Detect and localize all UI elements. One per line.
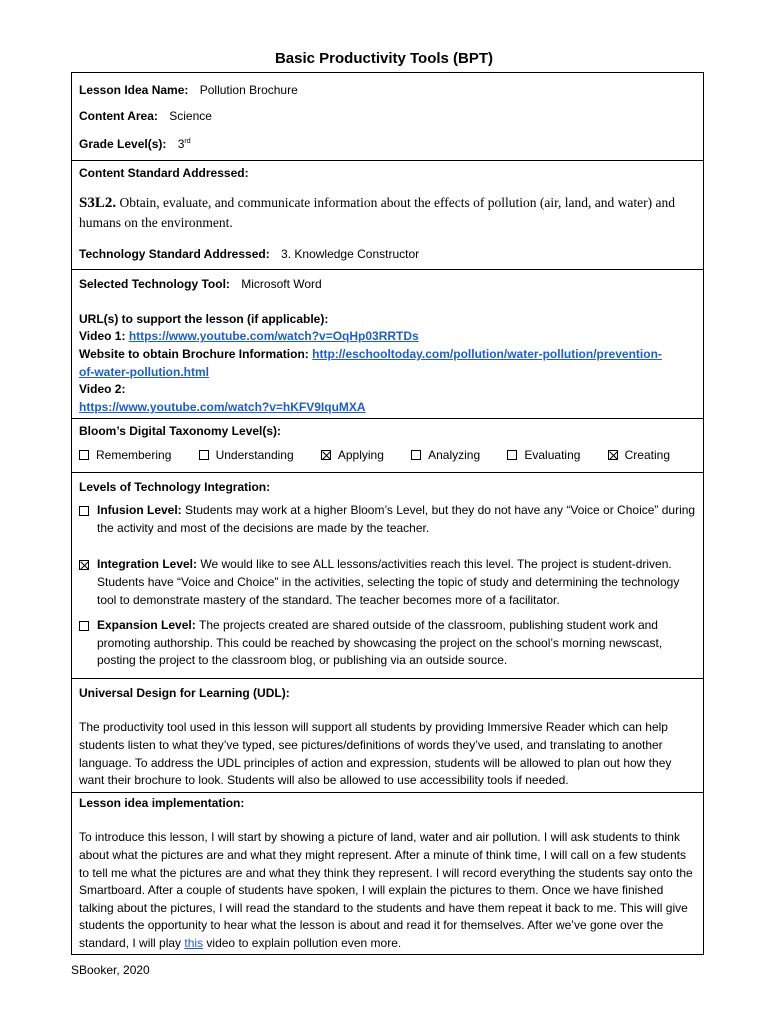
checked-checkbox-icon[interactable] <box>79 560 89 570</box>
blooms-option-understanding[interactable] <box>199 447 294 465</box>
implementation-video-link[interactable]: this <box>184 936 204 950</box>
video2-row <box>79 399 696 417</box>
implementation-heading: Lesson idea implementation: <box>79 795 245 810</box>
content-area-value: Science <box>169 109 212 123</box>
blooms-label: Analyzing <box>428 447 481 462</box>
blooms-options <box>79 447 696 465</box>
implementation-text <box>79 829 696 952</box>
technology-standard-value: 3. Knowledge Constructor <box>281 246 420 261</box>
website-row-continued <box>79 364 696 382</box>
checkbox-icon[interactable] <box>507 450 517 460</box>
implementation-section <box>72 792 703 954</box>
content-area-row <box>79 103 696 129</box>
standard-code: S3L2. <box>79 194 117 211</box>
infusion-level <box>79 502 696 537</box>
website-link-part1[interactable]: http://eschooltoday.com/pollution/water-pollution/prevention- <box>312 346 662 361</box>
integration-level-label: Integration Level: <box>97 557 198 572</box>
blooms-option-evaluating[interactable] <box>507 447 580 465</box>
standard-description: Obtain, evaluate, and communicate information about the effects of pollution (air, land, and water) and humans on the environment. <box>79 194 676 230</box>
infusion-level-label: Infusion Level: <box>97 503 182 518</box>
blooms-label: Remembering <box>96 447 172 462</box>
blooms-option-analyzing[interactable] <box>411 447 480 465</box>
video2-link[interactable]: https://www.youtube.com/watch?v=hKFV9IquMXA <box>79 399 366 414</box>
blooms-heading: Bloom’s Digital Taxonomy Level(s): <box>79 424 282 439</box>
blooms-option-creating[interactable] <box>608 447 670 465</box>
video1-row <box>79 328 696 346</box>
expansion-level <box>79 617 696 670</box>
expansion-level-text: The projects created are shared outside of the classroom, publishing student work and promoting authorship. This could be reached by showcasing the project on the school’s morning newscast, posting the project to the classroom blog, or publishing via an outside source. <box>97 618 663 668</box>
website-row <box>79 346 696 364</box>
technology-standard-row <box>79 246 696 264</box>
integration-heading: Levels of Technology Integration: <box>79 479 271 494</box>
blooms-option-applying[interactable] <box>321 447 384 465</box>
grade-level-value: 3 <box>177 137 185 151</box>
checkbox-icon[interactable] <box>79 506 89 516</box>
blooms-label: Evaluating <box>524 447 581 462</box>
technology-standard-label: Technology Standard Addressed: <box>79 246 270 261</box>
integration-section <box>72 472 703 678</box>
implementation-text-end: video to explain pollution even more. <box>206 936 402 950</box>
checked-checkbox-icon[interactable] <box>608 450 618 460</box>
blooms-section <box>72 418 703 471</box>
content-standard-text <box>79 193 696 232</box>
lesson-plan-table <box>71 72 704 955</box>
udl-heading: Universal Design for Learning (UDL): <box>79 685 290 700</box>
video2-label: Video 2: <box>79 382 126 397</box>
technology-tool-section <box>72 269 703 418</box>
lesson-name-label: Lesson Idea Name: <box>79 83 189 97</box>
udl-text: The productivity tool used in this lesson will support all students by providing Immersive Reader which can help students listen to what they’ve typed, see pictures/definitions of words they’ve used, and translating to another language. To address the UDL principles of action and expression, students will be allowed to plan out how they want their brochure to look. Students will also be allowed to use accessibility tools if needed. <box>79 720 672 788</box>
content-standard-heading: Content Standard Addressed: <box>79 166 249 180</box>
blooms-option-remembering[interactable] <box>79 447 171 465</box>
website-label: Website to obtain Brochure Information: <box>79 346 309 361</box>
page-title: Basic Productivity Tools (BPT) <box>274 50 494 67</box>
expansion-level-label: Expansion Level: <box>97 618 196 633</box>
integration-level <box>79 556 696 609</box>
blooms-label: Applying <box>337 447 384 462</box>
footer-author: SBooker, 2020 <box>71 963 150 977</box>
checked-checkbox-icon[interactable] <box>321 450 331 460</box>
grade-level-suffix: rd <box>184 138 191 145</box>
checkbox-icon[interactable] <box>411 450 421 460</box>
content-standard-section <box>72 160 703 269</box>
grade-level-label: Grade Level(s): <box>79 137 167 151</box>
blooms-label: Understanding <box>215 447 294 462</box>
checkbox-icon[interactable] <box>79 621 89 631</box>
selected-tool-label: Selected Technology Tool: <box>79 277 230 292</box>
selected-tool-value: Microsoft Word <box>241 277 322 292</box>
integration-level-text: We would like to see ALL lessons/activities reach this level. The project is student-driven. Students have “Voice and Choice” in the activities, selecting the topic of study and determining the technology tool to demonstrate mastery of the standard. The teacher becomes more of a facilitator. <box>97 557 680 607</box>
selected-tool-row <box>79 276 696 294</box>
video1-link[interactable]: https://www.youtube.com/watch?v=OqHp03RRTDs <box>128 329 419 344</box>
udl-section <box>72 678 703 792</box>
website-link-part2[interactable]: of-water-pollution.html <box>79 364 209 379</box>
lesson-info-section <box>72 73 703 160</box>
lesson-name-row <box>79 77 696 103</box>
urls-heading: URL(s) to support the lesson (if applicable): <box>79 311 329 326</box>
checkbox-icon[interactable] <box>199 450 209 460</box>
implementation-text-body: To introduce this lesson, I will start by showing a picture of land, water and air pollution. I will ask students to think about what the pictures are and what they might represent. After a minute of think time, I will call on a few students to tell me what the pictures are and what they think they represent. I will record everything the students say onto the Smartboard. After a couple of students have spoken, I will explain the pictures to them. Once we have finished talking about the pictures, I will read the standard to the students and have them repeat it back to me. This will give students the opportunity to hear what the lesson is about and read it for themselves. After we’ve gone over the standard, I will play <box>79 830 693 950</box>
blooms-label: Creating <box>624 447 670 462</box>
content-area-label: Content Area: <box>79 109 158 123</box>
lesson-name-value: Pollution Brochure <box>199 83 298 97</box>
grade-level-row <box>79 129 696 157</box>
checkbox-icon[interactable] <box>79 450 89 460</box>
video1-label: Video 1: <box>79 329 126 344</box>
infusion-level-text: Students may work at a higher Bloom’s Level, but they do not have any “Voice or Choice” during the activity and most of the decisions are made by the teacher. <box>97 503 696 535</box>
